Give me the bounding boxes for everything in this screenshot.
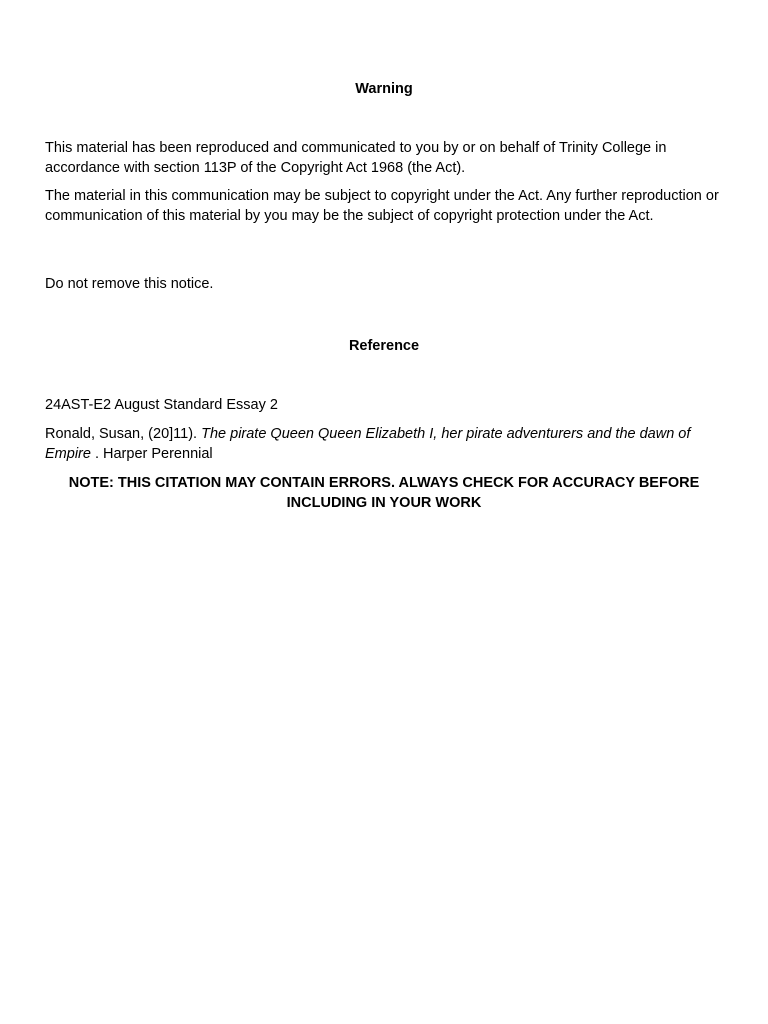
citation-author-year: Ronald, Susan, (20]11).	[45, 426, 202, 442]
citation-title: The pirate Queen Queen Elizabeth I, her pirate adventurers and the dawn of Empire	[45, 426, 691, 462]
warning-paragraph-copyright: The material in this communication may be subject to copyright under the Act. Any further reproduction or communication of this material by you may be the subject of copyright protection under the Act.	[45, 188, 719, 224]
citation-accuracy-note: NOTE: THIS CITATION MAY CONTAIN ERRORS. ALWAYS CHECK FOR ACCURACY BEFORE INCLUDING IN YOUR WORK	[68, 475, 700, 511]
reference-course: 24AST-E2 August Standard Essay 2	[45, 397, 278, 413]
reference-citation	[45, 425, 725, 464]
reference-heading: Reference	[348, 338, 420, 354]
warning-paragraph-reproduction: This material has been reproduced and communicated to you by or on behalf of Trinity College in accordance with section 113P of the Copyright Act 1968 (the Act).	[45, 140, 667, 176]
citation-publisher: . Harper Perennial	[90, 445, 213, 462]
warning-paragraph-notice: Do not remove this notice.	[45, 276, 214, 292]
warning-heading: Warning	[355, 81, 413, 97]
